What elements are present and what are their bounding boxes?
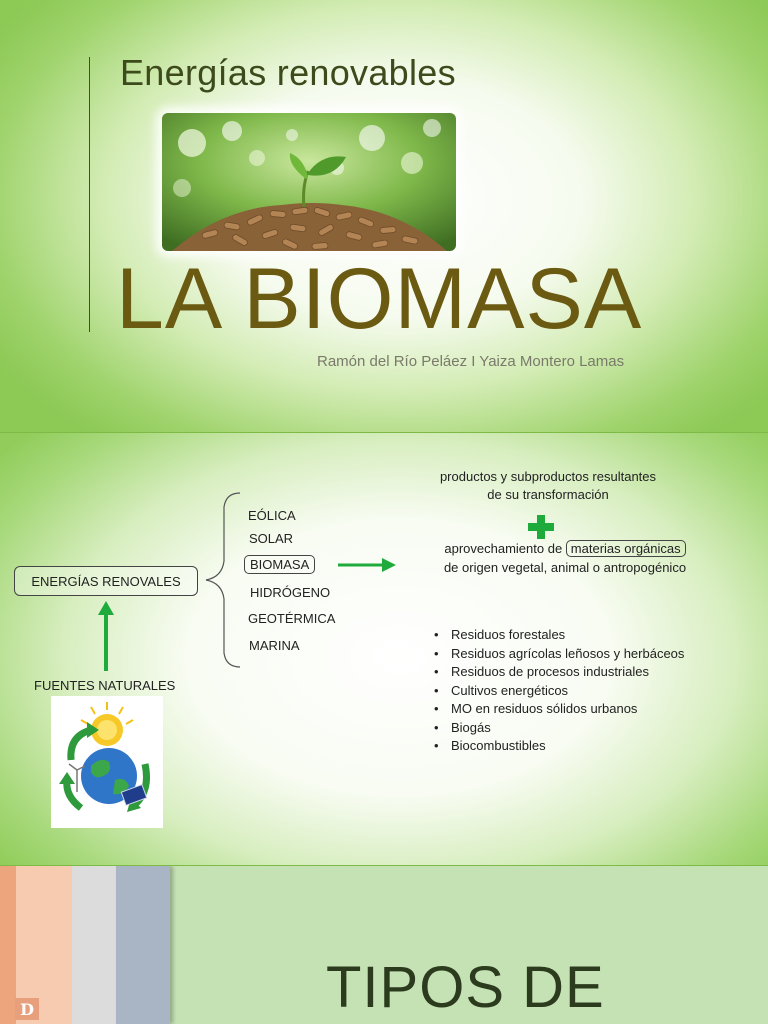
plus-icon (528, 515, 554, 539)
slide-heading: TIPOS DE (326, 955, 605, 1020)
slide-title-text: LA BIOMASA (116, 251, 643, 347)
list-item: • Residuos agrícolas leñosos y herbáceos (434, 645, 684, 664)
energy-type-eolica: EÓLICA (248, 508, 296, 523)
energy-type-biomasa: BIOMASA (244, 555, 315, 574)
logo-badge[interactable]: D (15, 998, 39, 1020)
use-line-2: de origen vegetal, animal o antropogénico (443, 560, 687, 575)
list-item: • Residuos de procesos industriales (434, 663, 684, 682)
list-item: • Cultivos energéticos (434, 682, 684, 701)
natural-sources-label: FUENTES NATURALES (34, 678, 176, 693)
slide-subtitle: Energías renovables (120, 52, 456, 93)
list-item: • Biogás (434, 719, 684, 738)
slide-types (0, 866, 768, 1024)
up-arrow-icon (96, 601, 116, 673)
use-prefix: aprovechamiento de (444, 541, 566, 556)
list-item: • Biocombustibles (434, 737, 684, 756)
slide-concept-map (0, 433, 768, 865)
slide-title (0, 0, 768, 432)
list-item: • MO en residuos sólidos urbanos (434, 700, 684, 719)
decor-strip (72, 866, 116, 1024)
organic-matter-highlight: materias orgánicas (566, 540, 686, 557)
renewable-energies-box: ENERGÍAS RENOVALES (14, 566, 198, 596)
curly-brace (200, 491, 244, 669)
energy-type-solar: SOLAR (249, 531, 294, 546)
biomass-photo (162, 113, 456, 251)
vertical-divider (89, 57, 90, 332)
right-arrow-icon (338, 557, 398, 573)
products-line-1: productos y subproductos resultantes (439, 469, 657, 484)
recycling-earth-icon (51, 696, 163, 828)
decor-strip (116, 866, 170, 1024)
list-item: • Residuos forestales (434, 626, 684, 645)
energy-type-marina: MARINA (249, 638, 300, 653)
use-text (395, 539, 735, 577)
energy-type-hidrogeno: HIDRÓGENO (250, 585, 331, 600)
decor-strip (0, 866, 16, 1024)
products-text (380, 468, 716, 504)
authors-line: Ramón del Río Peláez I Yaiza Montero Lamas (317, 353, 625, 370)
resources-list (434, 626, 684, 756)
products-line-2: de su transformación (487, 487, 609, 502)
energy-type-geotermica: GEOTÉRMICA (248, 611, 336, 626)
